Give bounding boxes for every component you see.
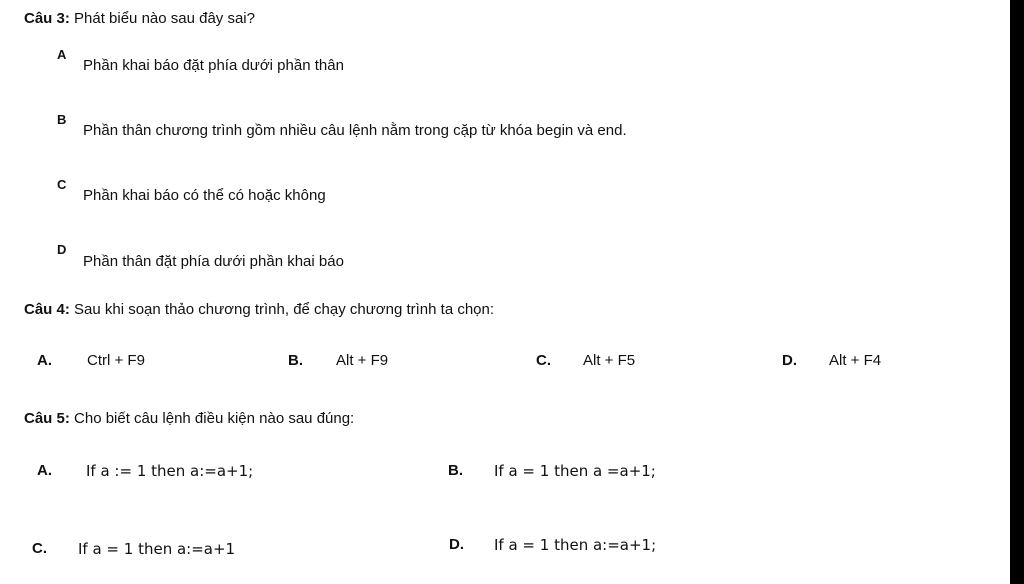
q5-option-c-text: If a = 1 then a:=a+1 [78, 540, 236, 558]
question-4-label: Câu 4: [24, 301, 70, 318]
q5-option-a-letter: A. [37, 462, 52, 479]
q3-option-b-letter: B [57, 112, 67, 127]
q3-option-c-text: Phần khai báo có thể có hoặc không [83, 187, 326, 204]
q3-option-c-letter: C [57, 177, 67, 192]
q5-option-d-text: If a = 1 then a:=a+1; [494, 536, 657, 554]
question-3 [24, 10, 255, 28]
q4-option-b-text: Alt + F9 [336, 352, 389, 369]
q5-option-c-letter: C. [32, 540, 47, 557]
question-3-text: Phát biểu nào sau đây sai? [74, 10, 255, 27]
q4-option-a-text: Ctrl + F9 [87, 352, 145, 369]
question-4 [24, 301, 494, 319]
q3-option-d-letter: D [57, 242, 67, 257]
q4-option-b-letter: B. [288, 352, 303, 369]
q3-option-a-letter: A [57, 47, 67, 62]
q4-option-a-letter: A. [37, 352, 52, 369]
q5-option-d-letter: D. [449, 536, 464, 553]
question-3-label: Câu 3: [24, 10, 70, 27]
q5-option-a-text: If a := 1 then a:=a+1; [86, 462, 254, 480]
q4-option-c-text: Alt + F5 [583, 352, 636, 369]
question-5 [24, 410, 354, 428]
q5-option-b-letter: B. [448, 462, 463, 479]
q4-option-d-text: Alt + F4 [829, 352, 882, 369]
q4-option-c-letter: C. [536, 352, 551, 369]
q3-option-a-text: Phần khai báo đặt phía dưới phần thân [83, 57, 344, 74]
question-5-text: Cho biết câu lệnh điều kiện nào sau đúng: [74, 410, 355, 427]
q3-option-d-text: Phần thân đặt phía dưới phần khai báo [83, 253, 344, 270]
q3-option-b-text: Phần thân chương trình gồm nhiều câu lệnh nằm trong cặp từ khóa begin và end. [83, 122, 627, 139]
q5-option-b-text: If a = 1 then a =a+1; [494, 462, 656, 480]
question-4-text: Sau khi soạn thảo chương trình, để chạy chương trình ta chọn: [74, 301, 495, 318]
q4-option-d-letter: D. [782, 352, 797, 369]
question-5-label: Câu 5: [24, 410, 70, 427]
